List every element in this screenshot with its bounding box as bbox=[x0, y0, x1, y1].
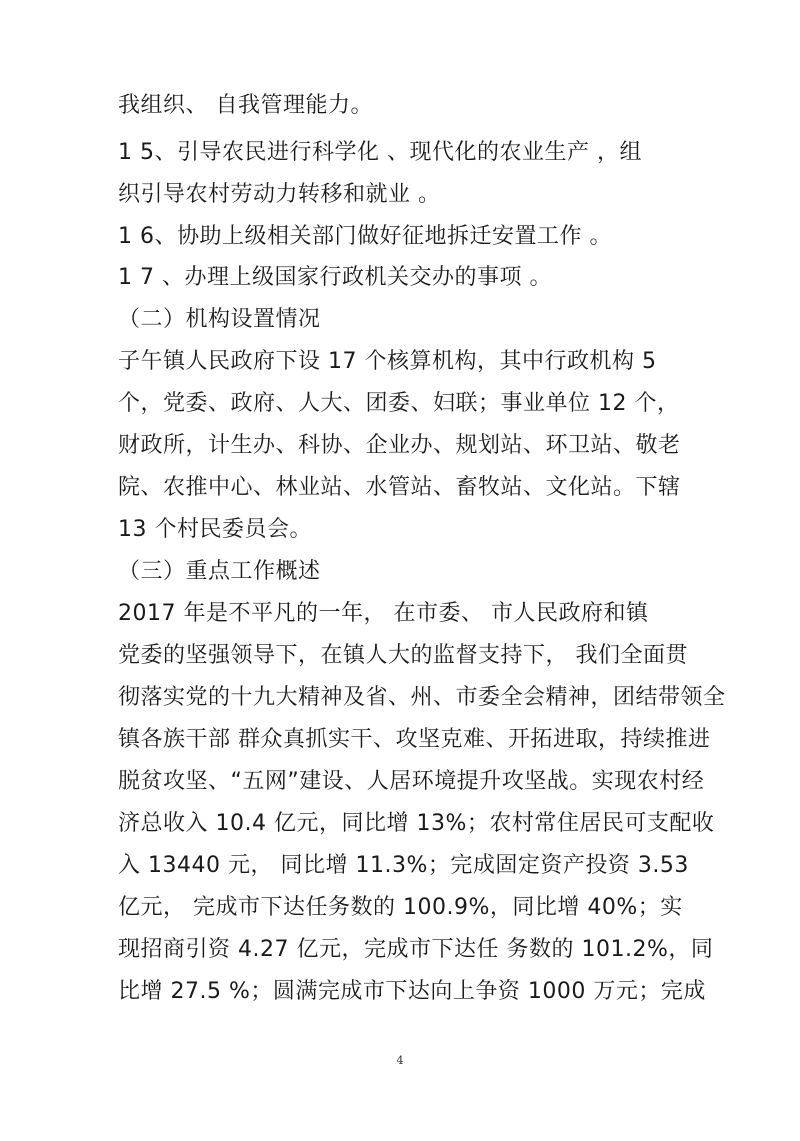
text-line: 1 6、协助上级相关部门做好征地拆迁安置工作 。 bbox=[118, 224, 612, 249]
text-line: 彻落实党的十九大精神及省、州、市委全会精神，团结带领全 bbox=[118, 685, 726, 710]
text-line: 财政所，计生办、科协、企业办、规划站、环卫站、敬老 bbox=[118, 433, 681, 458]
text-line: 我组织、 自我管理能力。 bbox=[118, 93, 373, 118]
text-line: 脱贫攻坚、“五网”建设、人居环境提升攻坚战。实现农村经 bbox=[118, 769, 705, 794]
text-line: 个，党委、政府、人大、团委、妇联；事业单位 12 个， bbox=[118, 391, 680, 416]
section-heading: （二）机构设置情况 bbox=[118, 307, 321, 332]
text-line: 13 个村民委员会。 bbox=[118, 517, 312, 542]
text-line: 2017 年是不平凡的一年， 在市委、 市人民政府和镇 bbox=[118, 601, 649, 626]
text-line: 济总收入 10.4 亿元，同比增 13%；农村常住居民可支配收 bbox=[118, 811, 715, 836]
text-line: 党委的坚强领导下，在镇人大的监督支持下， 我们全面贯 bbox=[118, 643, 688, 668]
text-line: 1 7 、办理上级国家行政机关交办的事项 。 bbox=[118, 265, 552, 290]
section-heading: （三）重点工作概述 bbox=[118, 559, 321, 584]
text-line: 院、农推中心、林业站、水管站、畜牧站、文化站。下辖 bbox=[118, 475, 681, 500]
text-line: 亿元， 完成市下达任务数的 100.9%，同比增 40%；实 bbox=[118, 895, 683, 920]
text-line: 1 5、引导农民进行科学化 、现代化的农业生产 ，组 bbox=[118, 140, 642, 165]
text-line: 织引导农村劳动力转移和就业 。 bbox=[118, 182, 441, 207]
text-line: 子午镇人民政府下设 17 个核算机构，其中行政机构 5 bbox=[118, 349, 657, 374]
text-line: 入 13440 元， 同比增 11.3%；完成固定资产投资 3.53 bbox=[118, 853, 689, 878]
text-line: 现招商引资 4.27 亿元，完成市下达任 务数的 101.2%，同 bbox=[118, 937, 714, 962]
text-line: 比增 27.5 %；圆满完成市下达向上争资 1000 万元；完成 bbox=[118, 979, 706, 1004]
text-line: 镇各族干部 群众真抓实干、攻坚克难、开拓进取，持续推进 bbox=[118, 727, 711, 752]
page-number: 4 bbox=[396, 1054, 404, 1067]
